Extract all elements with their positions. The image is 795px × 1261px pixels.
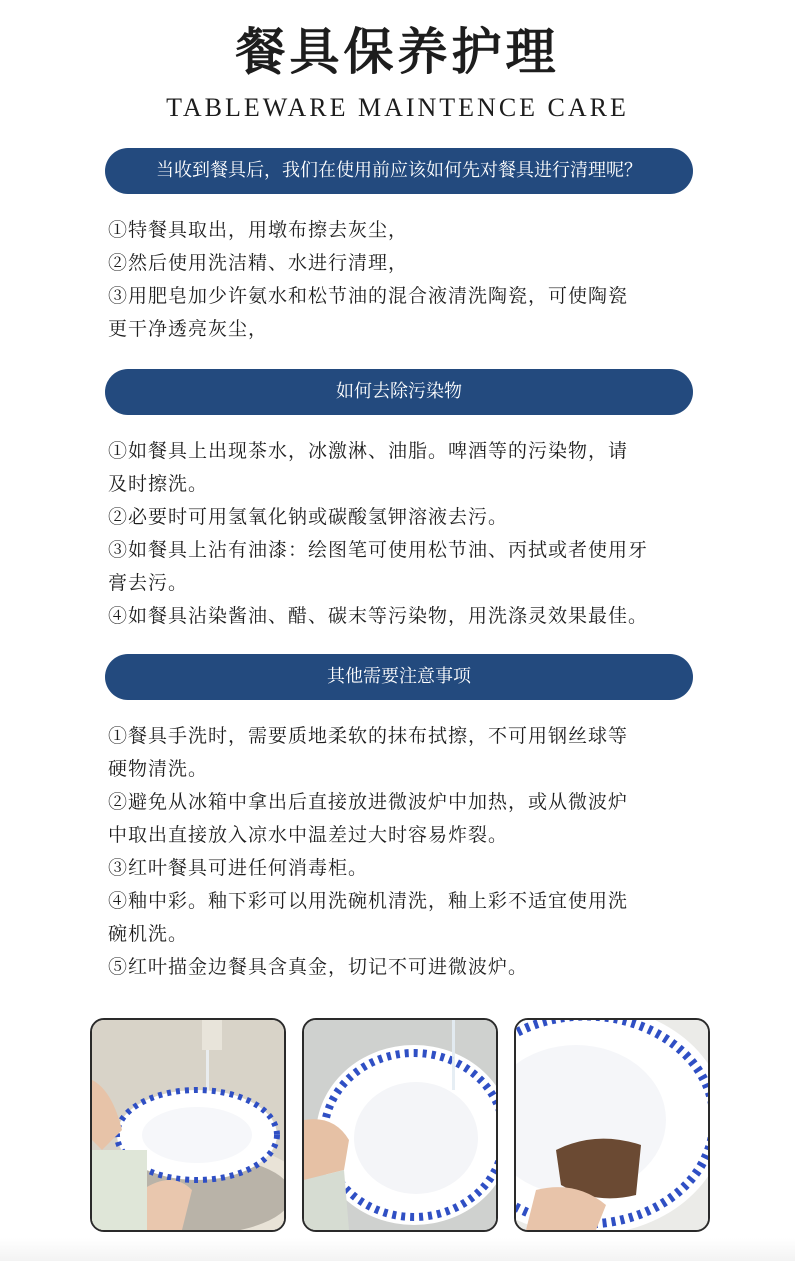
text-line: ②必要时可用氢氧化钠或碳酸氢钾溶液去污。 — [108, 506, 509, 528]
section-body-stains — [108, 435, 696, 633]
text-line: ②然后使用洗洁精、水进行清理， — [108, 252, 409, 274]
section-body-notes — [108, 720, 696, 984]
text-line: ①特餐具取出，用墩布擦去灰尘， — [108, 219, 409, 241]
photo-holding-plate — [302, 1018, 498, 1232]
text-line: 碗机洗。 — [108, 923, 189, 945]
text-line: ④釉中彩。釉下彩可以用洗碗机清洗，釉上彩不适宜使用洗 — [108, 890, 629, 912]
photo-wiping-plate — [514, 1018, 710, 1232]
text-line: ①如餐具上出现茶水，冰激淋、油脂。啤酒等的污染物，请 — [108, 440, 629, 462]
text-line: 膏去污。 — [108, 572, 189, 594]
section-body-cleaning — [108, 214, 696, 346]
text-line: ①餐具手洗时，需要质地柔软的抹布拭擦，不可用钢丝球等 — [108, 725, 629, 747]
text-line: ③红叶餐具可进任何消毒柜。 — [108, 857, 369, 879]
section-heading-notes: 其他需要注意事项 — [105, 654, 693, 700]
page-subtitle: TABLEWARE MAINTENCE CARE — [166, 93, 629, 122]
text-line: ③用肥皂加少许氨水和松节油的混合液清洗陶瓷，可使陶瓷 — [108, 285, 629, 307]
photo-rinsing-plate — [90, 1018, 286, 1232]
text-line: ②避免从冰箱中拿出后直接放进微波炉中加热，或从微波炉 — [108, 791, 629, 813]
text-line: ⑤红叶描金边餐具含真金，切记不可进微波炉。 — [108, 956, 529, 978]
text-line: 更干净透亮灰尘， — [108, 318, 269, 340]
bottom-fade — [0, 1238, 795, 1261]
section-heading-cleaning: 当收到餐具后，我们在使用前应该如何先对餐具进行清理呢？ — [105, 148, 693, 194]
text-line: ④如餐具沾染酱油、醋、碳末等污染物，用洗涤灵效果最佳。 — [108, 605, 649, 627]
page-title: 餐具保养护理 — [235, 22, 560, 81]
section-heading-stains: 如何去除污染物 — [105, 369, 693, 415]
text-line: ③如餐具上沾有油漆：绘图笔可使用松节油、丙拭或者使用牙 — [108, 539, 649, 561]
text-line: 中取出直接放入凉水中温差过大时容易炸裂。 — [108, 824, 509, 846]
text-line: 硬物清洗。 — [108, 758, 209, 780]
text-line: 及时擦洗。 — [108, 473, 209, 495]
